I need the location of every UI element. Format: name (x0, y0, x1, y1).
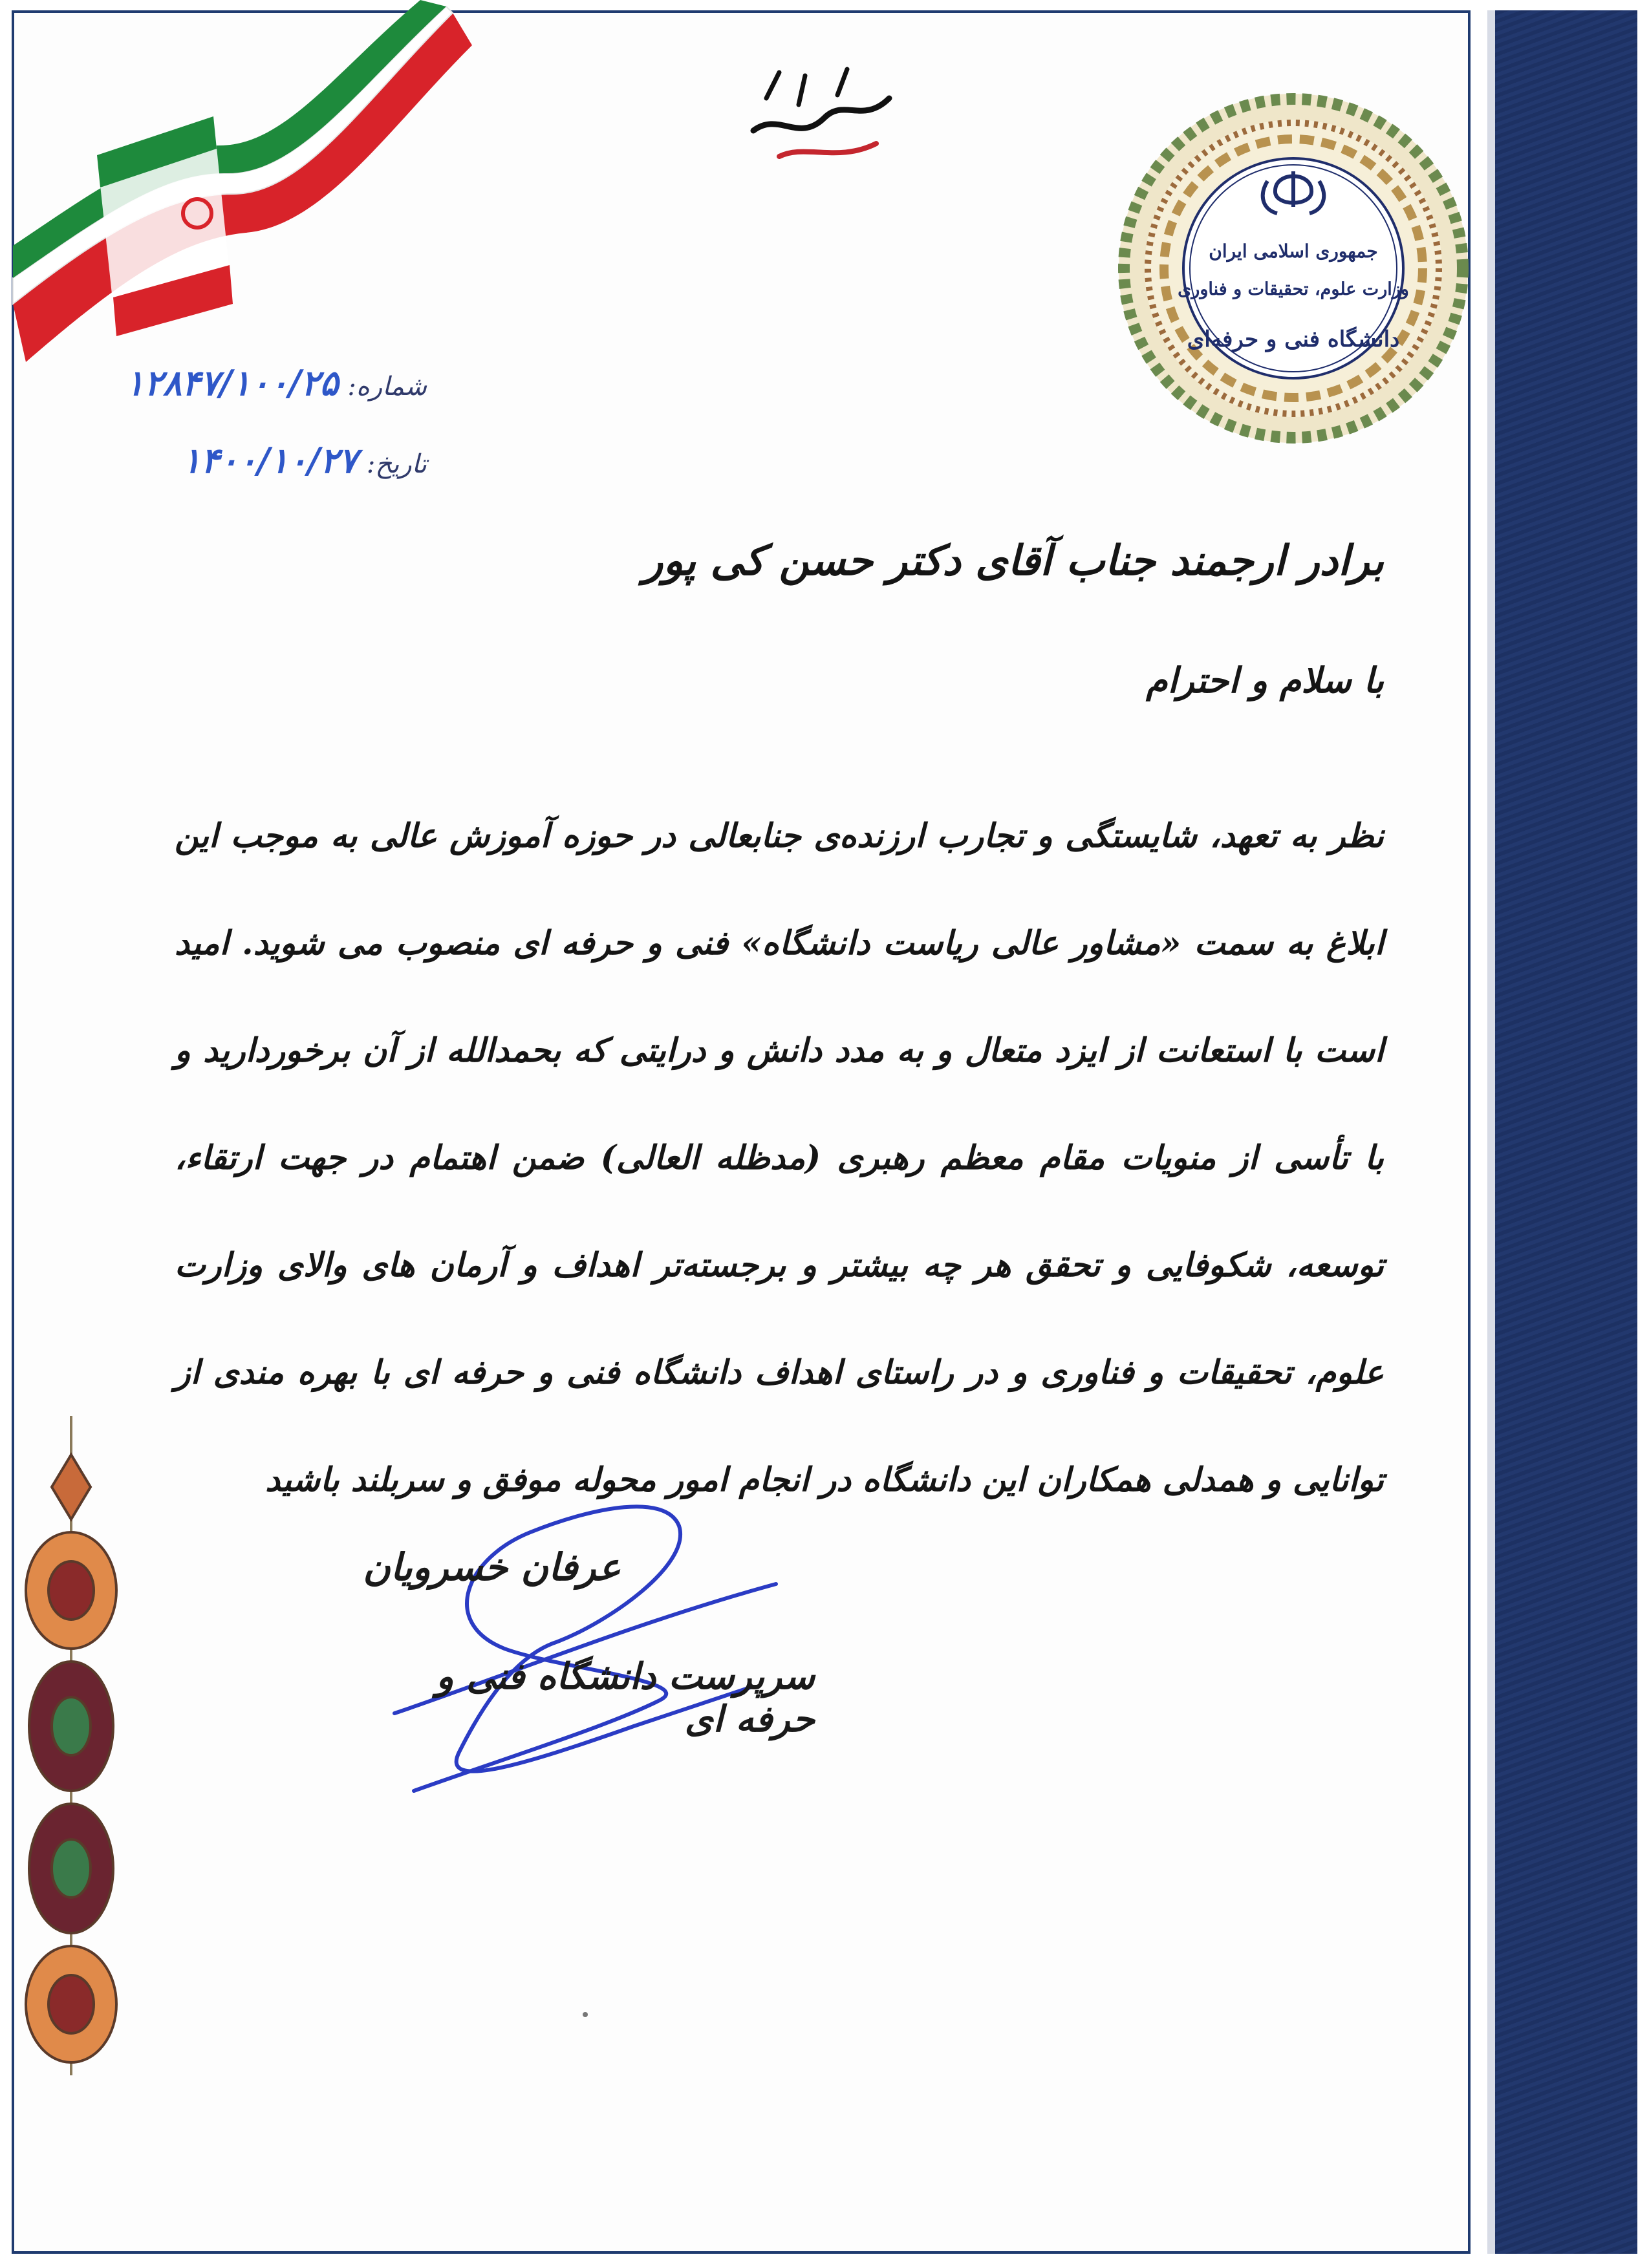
iran-flag-ribbon (0, 0, 479, 388)
letter-date (168, 440, 427, 481)
decorative-ornament (19, 1416, 123, 2075)
letter-recipient: برادر ارجمند جناب آقای دکتر حسن کی پور (643, 537, 1384, 585)
handwritten-signature (362, 1455, 802, 1817)
signatory-title: سرپرست دانشگاه فنی و حرفه ای (436, 1655, 815, 1740)
seal-line-3: دانشگاه فنی و حرفه‌ای (1187, 326, 1400, 352)
letter-date-value: ۱۴۰۰/۱۰/۲۷ (182, 440, 358, 481)
letter-greeting: با سلام و احترام (1146, 659, 1384, 701)
letter-date-label: تاریخ: (366, 449, 427, 479)
punch-mark (583, 2012, 588, 2017)
bismillah-calligraphy (740, 59, 909, 176)
seal-line-2: وزارت علوم، تحقیقات و فناوری (1178, 279, 1409, 299)
decorative-side-band (1487, 10, 1637, 2254)
letter-number-value: ۱۲۸۴۷/۱۰۰/۲۵ (125, 362, 339, 403)
letter-number-label: شماره: (347, 372, 427, 401)
university-seal-rosette (1112, 45, 1474, 491)
seal-line-1: جمهوری اسلامی ایران (1209, 241, 1378, 262)
signatory-name: عرفان خسرویان (363, 1545, 621, 1589)
letter-body: نظر به تعهد، شایستگی و تجارب ارزنده‌ی جنابعالی در حوزه آموزش عالی به موجب این ابلاغ به سمت «مشاور عالی ریاست دانشگاه» فنی و حرفه ای منصوب می شوید. امید است با استعانت از ایزد متعال و به مدد دانش و درایتی که بحمدالله از آن برخوردارید و با تأسی از منویات مقام معظم رهبری (مدظله العالی) ضمن اهتمام در جهت ارتقاء، توسعه، شکوفایی و تحقق هر چه بیشتر و برجسته‌تر اهداف و آرمان های والای وزارت علوم، تحقیقات و فناوری و در راستای اهداف دانشگاه فنی و حرفه ای با بهره مندی از توانایی و همدلی همکاران این دانشگاه در انجام امور محوله موفق و سربلند باشید (175, 817, 1384, 1499)
letter-number (125, 362, 427, 403)
